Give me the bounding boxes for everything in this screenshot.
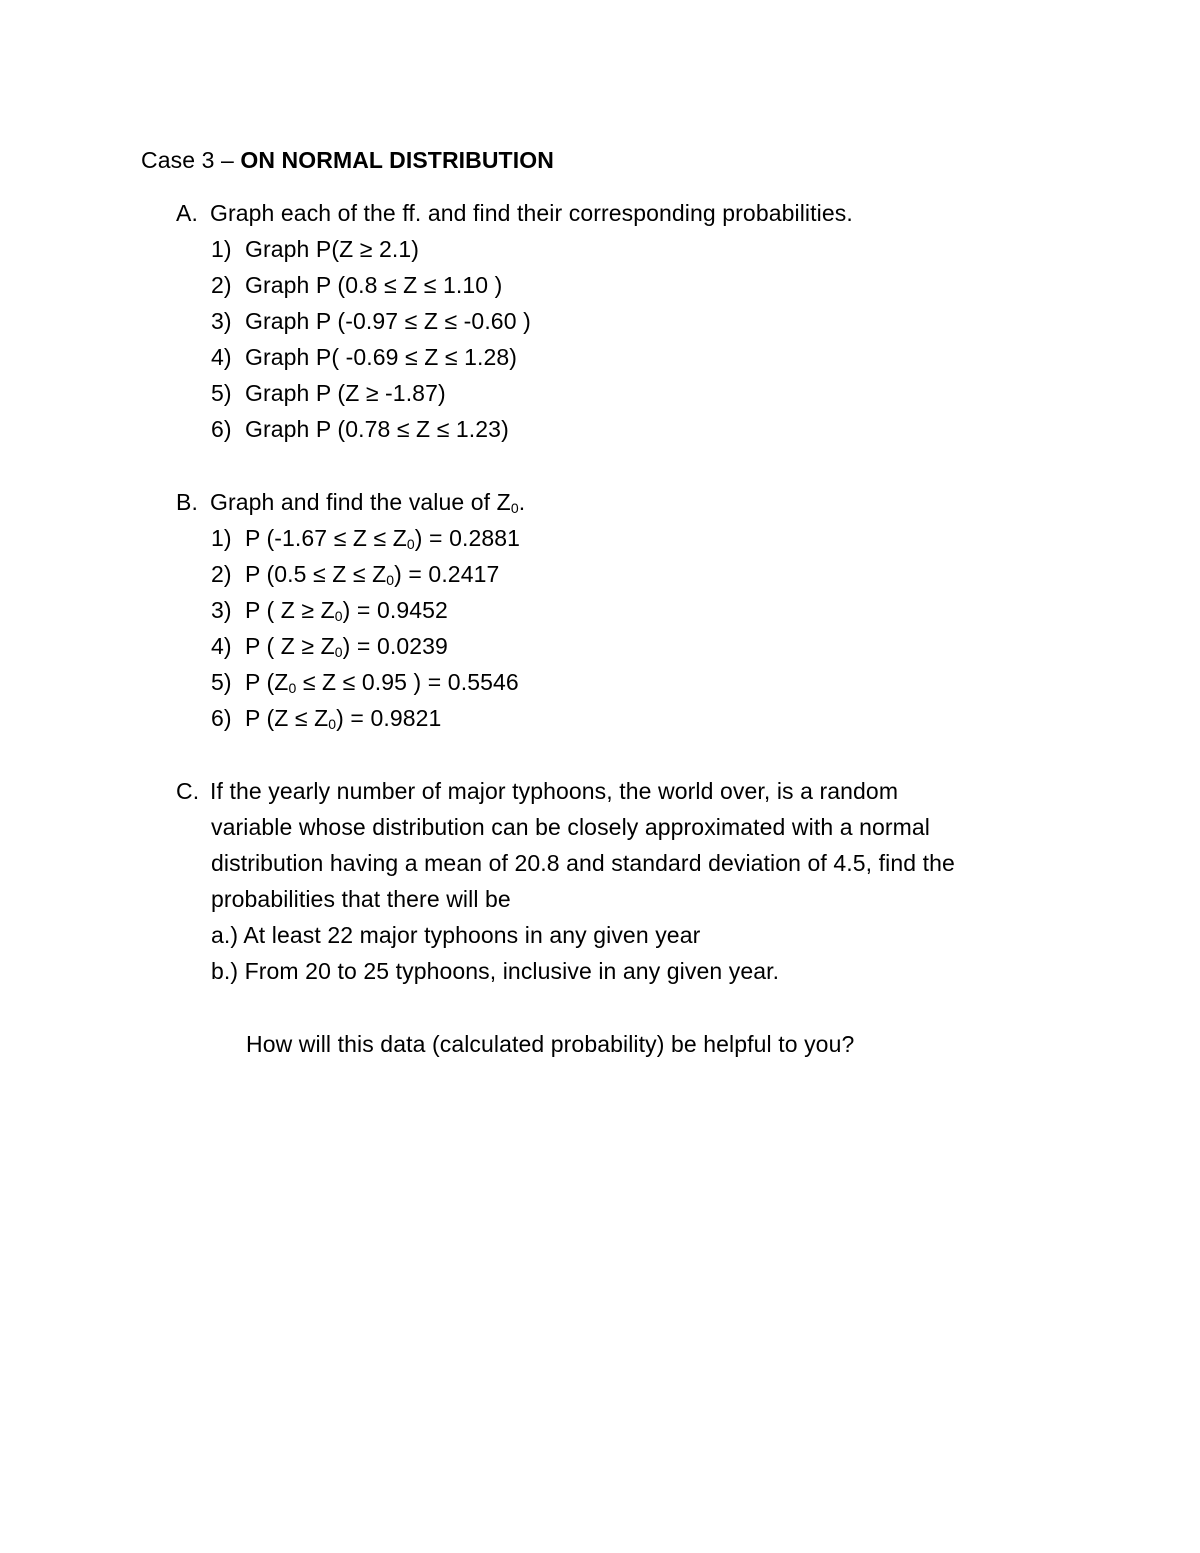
- list-item: [211, 523, 520, 553]
- item-number: 2): [211, 272, 232, 298]
- item-text: Graph P( -0.69 ≤ Z ≤ 1.28): [245, 344, 518, 370]
- paragraph-line: variable whose distribution can be closely approximated with a normal: [211, 814, 930, 840]
- item-number: 3): [211, 597, 232, 623]
- paragraph-line: probabilities that there will be: [211, 886, 511, 912]
- subscript: 0: [334, 608, 343, 624]
- item-text-end: ) = 0.0239: [342, 633, 448, 659]
- item-number: 6): [211, 416, 232, 442]
- section-c-label: C.: [176, 778, 200, 804]
- item-text: P (-1.67 ≤ Z ≤ Z: [245, 525, 407, 551]
- list-item: [211, 414, 509, 444]
- list-item: [211, 378, 446, 408]
- list-item: [211, 270, 502, 300]
- item-text: P ( Z ≥ Z: [245, 633, 335, 659]
- item-text-end: ) = 0.9821: [336, 705, 442, 731]
- list-item: [211, 234, 419, 264]
- subscript: 0: [334, 644, 343, 660]
- section-b-heading: [176, 487, 525, 517]
- item-text: Graph P (-0.97 ≤ Z ≤ -0.60 ): [245, 308, 531, 334]
- section-b-label: B.: [176, 489, 198, 515]
- list-item: [211, 306, 531, 336]
- page-title: [141, 145, 554, 175]
- item-number: 4): [211, 633, 232, 659]
- item-number: 2): [211, 561, 232, 587]
- item-text-end: ) = 0.9452: [342, 597, 448, 623]
- subscript: 0: [288, 680, 297, 696]
- reflection-question: How will this data (calculated probability) be helpful to you?: [246, 1031, 855, 1057]
- list-item: [211, 595, 448, 625]
- subscript: 0: [386, 572, 395, 588]
- section-a-heading-text: Graph each of the ff. and find their corresponding probabilities.: [210, 200, 853, 226]
- item-text: Graph P(Z ≥ 2.1): [245, 236, 419, 262]
- item-number: 5): [211, 380, 232, 406]
- section-b-heading-text: Graph and find the value of Z: [210, 489, 511, 515]
- list-item: [211, 559, 499, 589]
- section-a-label: A.: [176, 200, 198, 226]
- section-b-heading-end: .: [518, 489, 526, 515]
- item-number: 5): [211, 669, 232, 695]
- section-c-heading: [176, 776, 898, 806]
- item-text: Graph P (Z ≥ -1.87): [245, 380, 446, 406]
- item-text: Graph P (0.78 ≤ Z ≤ 1.23): [245, 416, 509, 442]
- item-number: 1): [211, 236, 232, 262]
- item-text: P ( Z ≥ Z: [245, 597, 335, 623]
- item-text-end: ) = 0.2417: [394, 561, 500, 587]
- sub-item: b.) From 20 to 25 typhoons, inclusive in any given year.: [211, 958, 780, 984]
- item-number: 1): [211, 525, 232, 551]
- paragraph-line: distribution having a mean of 20.8 and standard deviation of 4.5, find the: [211, 850, 955, 876]
- title-prefix: Case 3 –: [141, 147, 241, 173]
- list-item: [211, 703, 441, 733]
- item-number: 6): [211, 705, 232, 731]
- paragraph-line: If the yearly number of major typhoons, the world over, is a random: [210, 778, 899, 804]
- subscript: 0: [406, 536, 415, 552]
- subscript: 0: [510, 500, 519, 516]
- sub-item: a.) At least 22 major typhoons in any given year: [211, 922, 701, 948]
- item-text: P (Z ≤ Z: [245, 705, 329, 731]
- item-number: 3): [211, 308, 232, 334]
- item-text-end: ) = 0.2881: [414, 525, 521, 551]
- subscript: 0: [328, 716, 337, 732]
- item-number: 4): [211, 344, 232, 370]
- list-item: [211, 667, 519, 697]
- list-item: [211, 342, 517, 372]
- item-text-end: ≤ Z ≤ 0.95 ) = 0.5546: [296, 669, 519, 695]
- item-text: P (Z: [245, 669, 289, 695]
- list-item: [211, 631, 448, 661]
- section-a-heading: [176, 198, 853, 228]
- title-bold: ON NORMAL DISTRIBUTION: [240, 147, 554, 173]
- item-text: P (0.5 ≤ Z ≤ Z: [245, 561, 387, 587]
- item-text: Graph P (0.8 ≤ Z ≤ 1.10 ): [245, 272, 503, 298]
